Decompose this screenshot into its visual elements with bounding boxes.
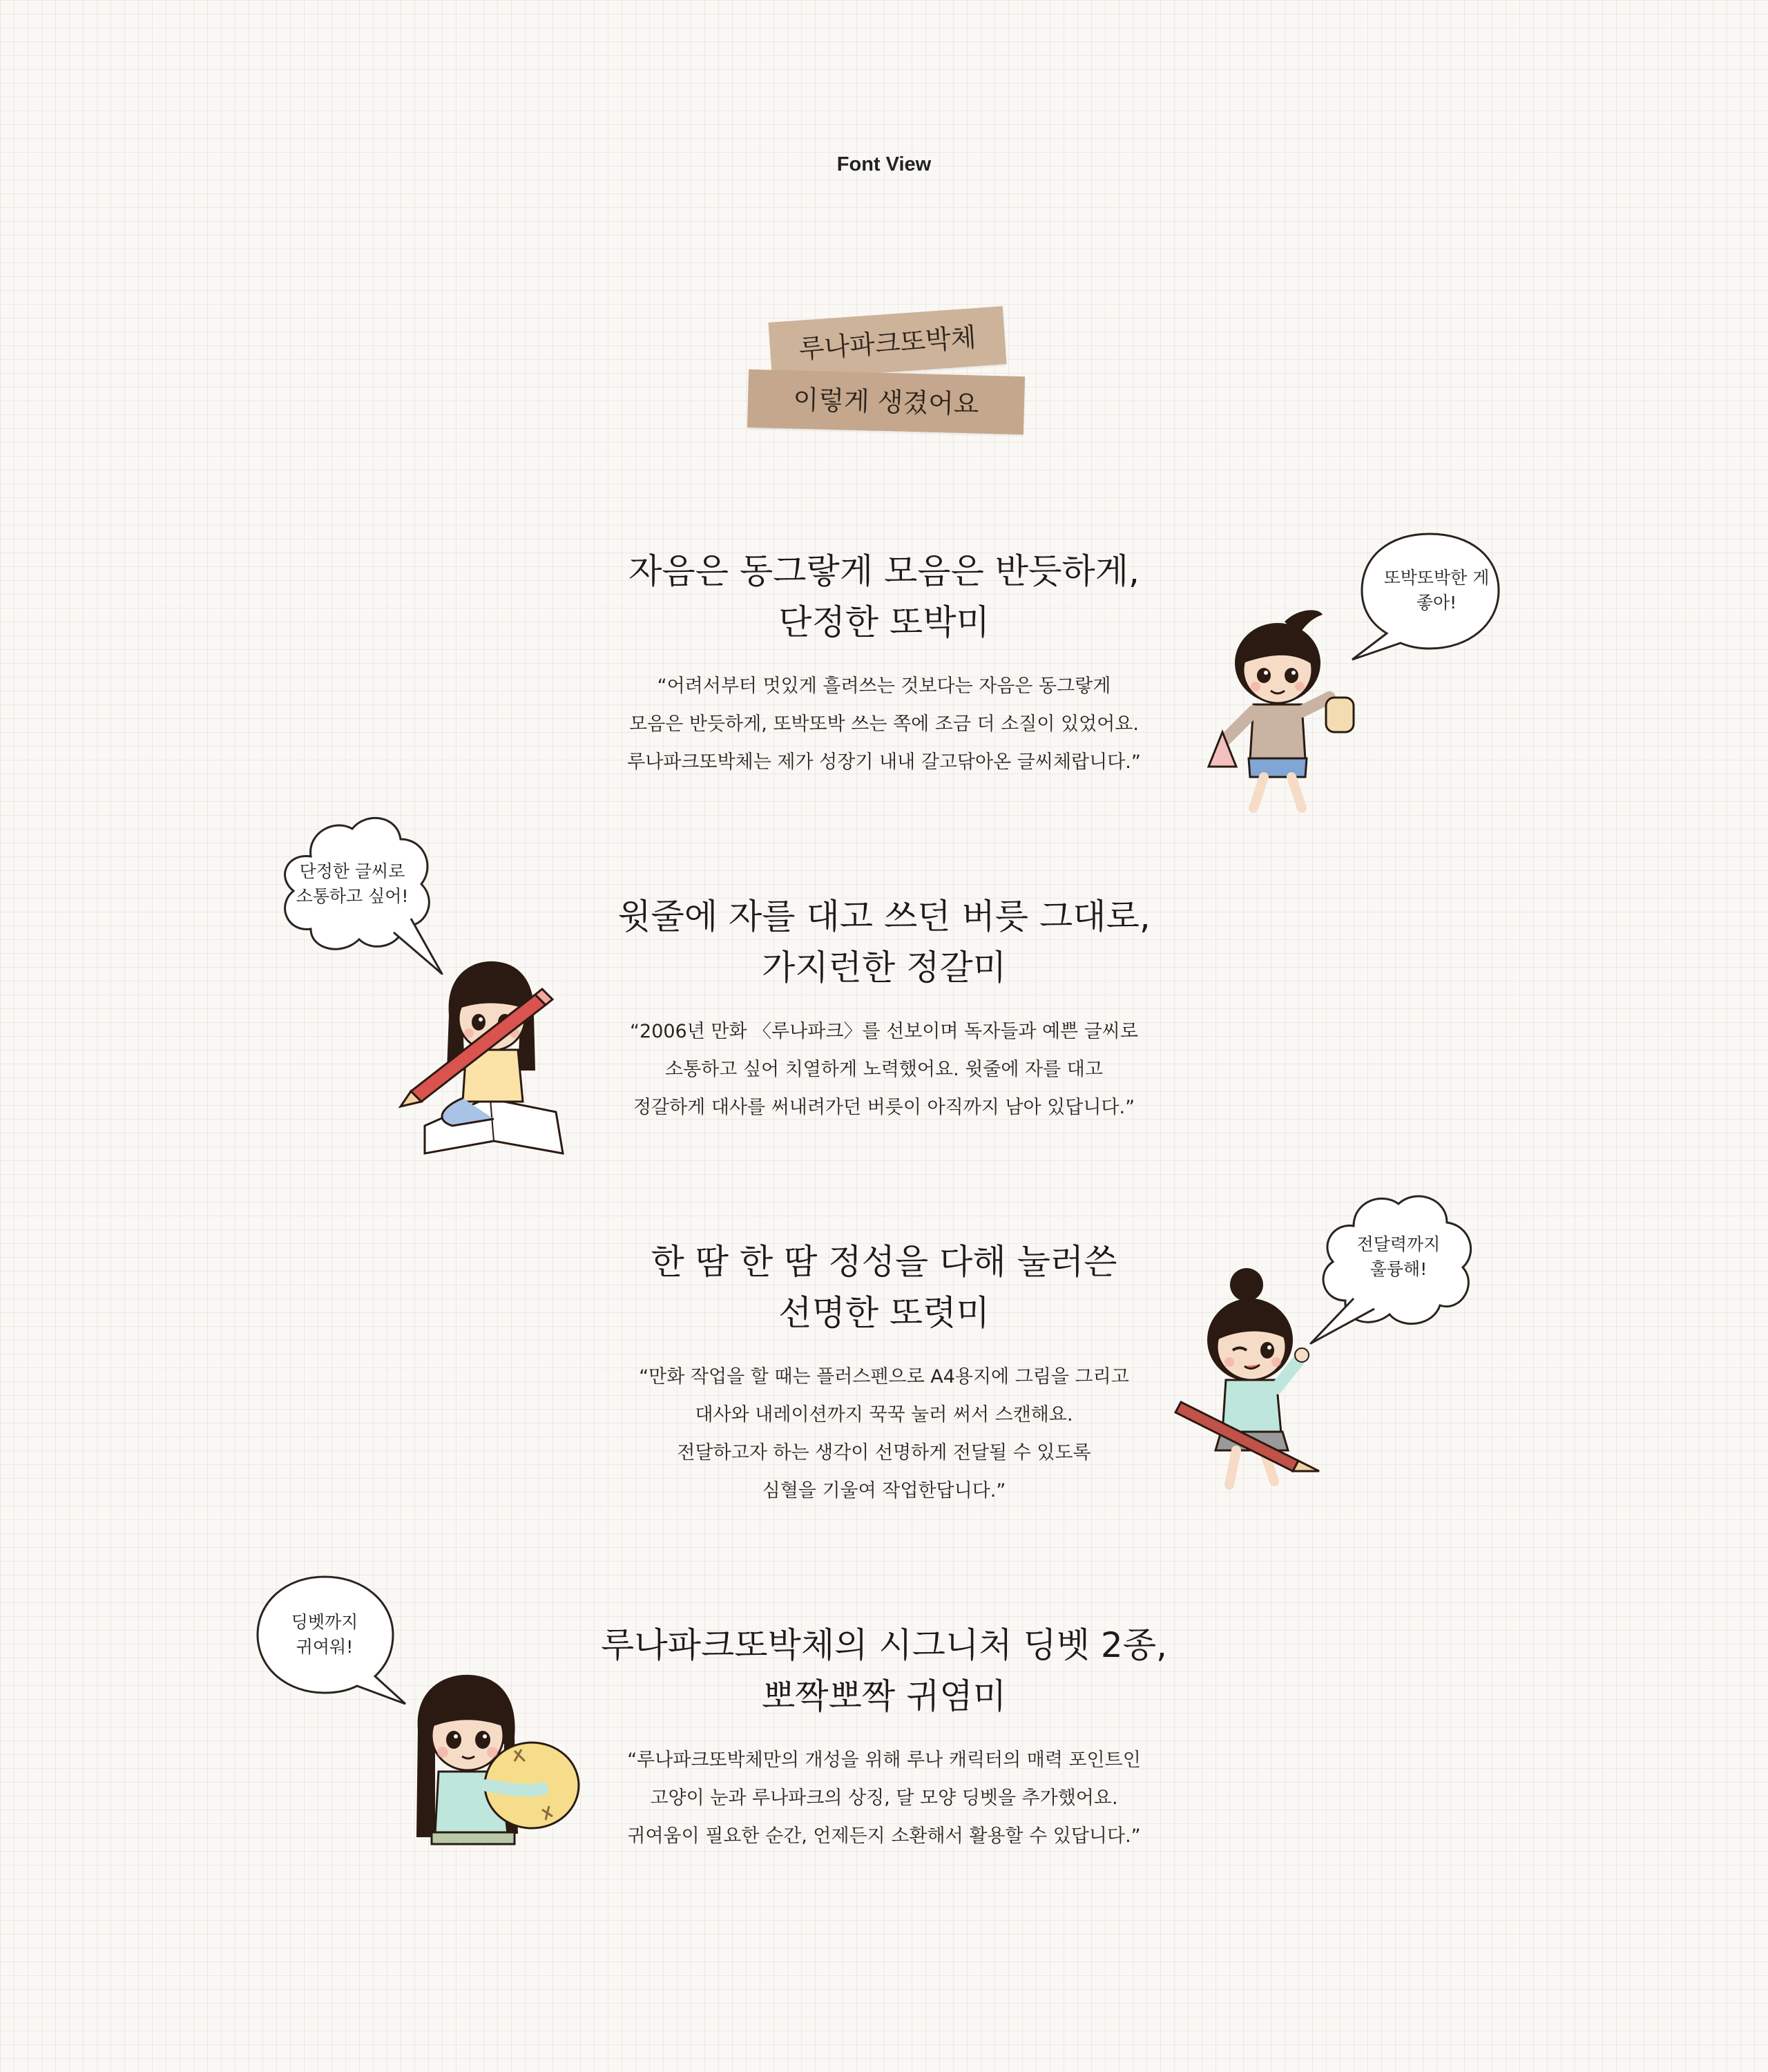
section-3-body: [539, 1358, 1229, 1510]
section-3-body-line-1: “만화 작업을 할 때는 플러스펜으로 A4용지에 그림을 그리고: [639, 1366, 1129, 1388]
section-4-heading-line-1: 루나파크또박체의 시그니처 딩벳 2종,: [601, 1625, 1167, 1665]
section-3-body-line-3: 전달하고자 하는 생각이 선명하게 전달될 수 있도록: [677, 1442, 1091, 1464]
speech-bubble-3-line-2: 훌륭해!: [1370, 1259, 1428, 1279]
section-3: [539, 1236, 1229, 1510]
section-3-heading-line-1: 한 땀 한 땀 정성을 다해 눌러쓴: [651, 1242, 1117, 1282]
section-2-heading: [539, 891, 1229, 993]
section-4-body-line-1: “루나파크또박체만의 개성을 위해 루나 캐릭터의 매력 포인트인: [627, 1749, 1141, 1771]
girl-hugging-moon-icon: [404, 1668, 584, 1848]
speech-bubble-1-line-1: 또박또박한 게: [1383, 568, 1490, 588]
speech-bubble-1-text: [1354, 528, 1519, 653]
speech-bubble-1-line-2: 좋아!: [1416, 593, 1457, 613]
tape-title-line-2: 이렇게 생겼어요: [747, 370, 1025, 434]
section-1-heading: [539, 546, 1229, 648]
speech-bubble-4-text: [245, 1571, 404, 1698]
section-1: [539, 546, 1229, 781]
speech-bubble-2-text: [269, 808, 435, 960]
section-1-heading-line-2: 단정한 또박미: [778, 602, 990, 642]
section-4-heading: [539, 1620, 1229, 1722]
speech-bubble-2-line-2: 소통하고 싶어!: [296, 886, 409, 906]
speech-bubble-4-line-1: 딩벳까지: [291, 1612, 358, 1632]
section-2: [539, 891, 1229, 1126]
section-1-body-line-3: 루나파크또박체는 제가 성장기 내내 갈고닦아온 글씨체랍니다.”: [627, 751, 1141, 773]
section-4: [539, 1620, 1229, 1855]
section-4-body-line-2: 고양이 눈과 루나파크의 상징, 달 모양 딩벳을 추가했어요.: [650, 1787, 1118, 1809]
section-2-body: [539, 1013, 1229, 1126]
girl-with-pencil-and-notebook-icon: [397, 953, 577, 1160]
tape-title-line-1: 루나파크또박체: [768, 306, 1006, 381]
speech-bubble-2-line-1: 단정한 글씨로: [299, 861, 405, 881]
girl-winking-with-pencil-icon: [1174, 1264, 1340, 1506]
section-1-body-line-1: “어려서부터 멋있게 흘려쓰는 것보다는 자음은 동그랗게: [657, 675, 1111, 697]
section-1-heading-line-1: 자음은 동그랗게 모음은 반듯하게,: [628, 551, 1140, 591]
font-view-label: Font View: [836, 153, 932, 175]
speech-bubble-4: [245, 1571, 411, 1709]
section-3-body-line-4: 심혈을 기울여 작업한답니다.”: [762, 1480, 1006, 1502]
speech-bubble-3-line-1: 전달력까지: [1356, 1234, 1441, 1254]
speech-bubble-1: [1347, 528, 1512, 666]
section-2-heading-line-2: 가지런한 정갈미: [762, 948, 1006, 988]
speech-bubble-4-line-2: 귀여워!: [296, 1637, 354, 1657]
section-3-heading: [539, 1236, 1229, 1339]
section-2-body-line-3: 정갈하게 대사를 써내려가던 버릇이 아직까지 남아 있답니다.”: [633, 1097, 1135, 1118]
section-1-body: [539, 667, 1229, 781]
section-2-heading-line-1: 윗줄에 자를 대고 쓰던 버릇 그대로,: [617, 896, 1151, 937]
section-3-body-line-2: 대사와 내레이션까지 꾹꾹 눌러 써서 스캔해요.: [695, 1404, 1073, 1426]
girl-holding-letters-icon: [1195, 601, 1367, 829]
section-4-heading-line-2: 뽀짝뽀짝 귀염미: [762, 1676, 1006, 1716]
section-1-body-line-2: 모음은 반듯하게, 또박또박 쓰는 쪽에 조금 더 소질이 있었어요.: [629, 713, 1139, 735]
section-2-body-line-2: 소통하고 싶어 치열하게 노력했어요. 윗줄에 자를 대고: [665, 1059, 1103, 1080]
section-3-heading-line-2: 선명한 또렷미: [778, 1293, 990, 1333]
section-4-body: [539, 1741, 1229, 1855]
section-4-body-line-3: 귀여움이 필요한 순간, 언제든지 소환해서 활용할 수 있답니다.”: [627, 1825, 1141, 1847]
section-2-body-line-1: “2006년 만화 〈루나파크〉를 선보이며 독자들과 예쁜 글씨로: [630, 1021, 1138, 1042]
